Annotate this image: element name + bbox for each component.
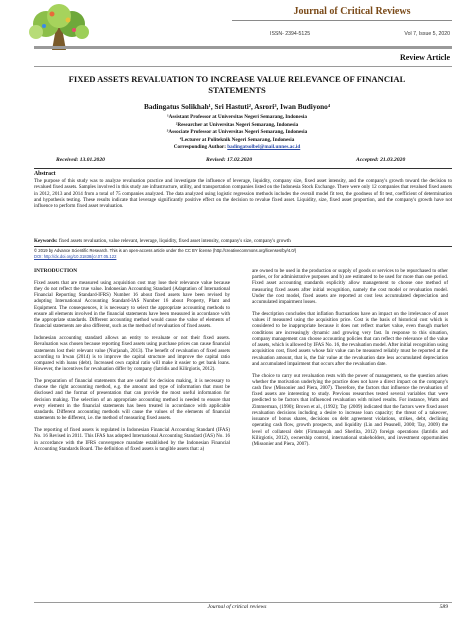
paragraph: The choice to carry out revaluation rests with the power of management, so the question arises whether the motivation underlying the practice does not have a direct impact on the company's cash flow (Missonier and Piera, 2007). Therefore, the factors that influence the revaluation of fixed assets are interesting to study. Previous researches tested several variables that were predicted to be factors that influenced revaluation with mixed results. For instance, Watts and Zimmerman, (1990); Brown et al., (1992); Tay (2009) indicated that the factors were fixed asset revaluation decisions including a desire to increase loan capacity; the threat of a takeover, issuance of bonus shares, decisions on debt agreement violations, strikes, debt, declining operating cash flow, growth prospects, and liquidity (Lin and Peasnell, 2000; Tay, 2009) the level of collateral debt (Firmansyah and Sherlita, 2012) foreign operations (Iatridis and Kilirgiotis, 2012), ownership control, international stakeholders, and investment opportunities (Missonier and Piera, 2007). bbox=[252, 372, 448, 448]
article-dates bbox=[56, 157, 438, 165]
paragraph: Fixed assets that are measured using acquisition cost may lose their relevance value because they do not reflect the true value. Indonesian Accounting Standard (Adaptation of International Financial Reporting Standard-IFRS) Number 16 about fixed assets have been revised by adopting International Accounting Standard-IAS Number 16 about Property, Plant and Equipment. The consequences, it is necessary to select the appropriate accounting methods to ensure all elements involved in the financial statements have been measured in accordance with the appropriate standards. Different accounting method would cause the value of elements of financial statements are also different, such as the method of revaluation of fixed assets. bbox=[34, 279, 230, 330]
copyright-block bbox=[34, 248, 452, 260]
accepted-date: Accepted: 21.03.2020 bbox=[356, 157, 406, 163]
keywords bbox=[34, 238, 452, 244]
footer-rule bbox=[34, 602, 452, 603]
corresponding-label: Corresponding Author: bbox=[173, 144, 226, 151]
body-column-left bbox=[34, 268, 230, 458]
header-divider bbox=[34, 46, 452, 49]
paragraph: The description concludes that inflation fluctuations have an impact on the irrelevance of asset values if measured using the acquisition price. Cost is the basis of historical cost which is considered to be inappropriate because it does not reflect market value, even though market conditions are increasingly dynamic and growing very fast. In response to this situation, company management can choose accounting policies that can reflect the relevance of the value of assets, which is allowed by IFAS No. 16, the revaluation model. After initial recognition using acquisition cost, fixed assets whose fair value can be measured reliably must be reported at the revaluation amount, that is, the fair value at the revaluation date less accumulated depreciation and accumulated impairment that occurs after the revaluation date. bbox=[252, 310, 449, 367]
paragraph: Indonesian accounting standard allows an entity to revaluate or not their fixed assets. Revaluation was chosen because reporting fixed assets using purchase prices can cause financial statements lost their relevant value (Nurjanah, 2013). The benefit of revaluation of fixed assets according to Irwan (2014) is to improve the capital structure and improve the capital ratio compared with loans (debt). Increased own capital ratio will make it easier to get bank loans. However, the incentives for revaluation differ by company (Iatridis and Kilirgiotis, 2012). bbox=[34, 335, 230, 373]
issn: ISSN- 2394-5125 bbox=[270, 31, 311, 37]
header-rule bbox=[232, 20, 452, 21]
page-number: 589 bbox=[439, 604, 448, 610]
paragraph: are owned to be used in the production or supply of goods or services to be repurchased to other parties, or for administrative purposes and b) are estimated to be used for more than one period. Fixed asset accounting standards explicitly allow management to choose one method of measuring fixed assets after initial recognition, namely the cost model or revaluation model. Under the cost model, fixed assets are reported at cost less accumulated depreciation and accumulated impairment losses. bbox=[252, 268, 448, 306]
affiliations bbox=[30, 114, 444, 152]
keywords-list: fixed assets revaluation, value relevant, leverage, liquidity, fixed asset intensity, company's size, company's growth bbox=[58, 238, 291, 244]
article-title: FIXED ASSETS REVALUATION TO INCREASE VALUE RELEVANCE OF FINANCIAL STATEMENTS bbox=[68, 74, 406, 95]
abstract-heading: Abstract bbox=[34, 171, 56, 177]
journal-title: Journal of Critical Reviews bbox=[293, 6, 411, 17]
received-date: Received: 13.01.2020 bbox=[56, 157, 105, 163]
copyright-notice: © 2019 by Advance Scientific Research. This is an open-access article under the CC BY license (http://creativecommons.org/licenses/by/4.0/) bbox=[34, 248, 297, 253]
journal-logo bbox=[16, 4, 102, 52]
affiliation-3: ³Associate Professor at Universitas Negeri Semarang, Indonesia bbox=[166, 129, 308, 136]
title-divider bbox=[34, 66, 452, 67]
corresponding-email-link[interactable]: badingatsolbel@mail.unnes.ac.id bbox=[227, 144, 301, 151]
doi-link[interactable]: DOI: http://dx.doi.org/10.31838/jcr.07.05.122 bbox=[34, 254, 117, 259]
paragraph: The reporting of fixed assets is regulated in Indonesian Financial Accounting Standard (IFAS) No. 16 Revised in 2011. This IFAS has adopted International Accounting Standard (IAS) No. 16 in accordance with the IFRS convergence mandate established by the Indonesian Financial Accounting Standards Board. The definition of fixed assets is tangible assets that: a) bbox=[34, 427, 230, 452]
article-type: Review Article bbox=[400, 53, 450, 62]
footer-journal-name: Journal of critical reviews bbox=[207, 604, 267, 610]
keywords-label: Keywords: bbox=[34, 238, 58, 244]
affiliation-4: ⁴Lecturer at Politeknik Negeri Semarang, Indonesia bbox=[179, 136, 295, 143]
introduction-heading: INTRODUCTION bbox=[34, 268, 78, 274]
body-column-right bbox=[252, 268, 448, 453]
volume-issue: Vol 7, Issue 5, 2020 bbox=[404, 31, 450, 37]
affiliation-1: ¹Assistant Professor at Universitas Negeri Semarang, Indonesia bbox=[167, 114, 307, 120]
author-list: Badingatus Solikhah¹, Sri Hastuti², Asrori³, Iwan Budiyono⁴ bbox=[143, 102, 331, 111]
affiliation-2: ²Researcher at Universitas Negeri Semarang, Indonesia bbox=[175, 121, 299, 128]
abstract-bottom-rule bbox=[34, 246, 452, 247]
revised-date: Revised: 17.02.2020 bbox=[206, 157, 253, 163]
paragraph: The preparation of financial statements that are useful for decision making, it is necessary to choose the right accounting method, e.g. the amount and type of information that must be disclosed and the format of presentation that can provide the most useful information for decision making. The selection of an appropriate accounting method is needed to ensure that every element in the financial statements has been treated in accordance with applicable standards. Different accounting methods will cause the values of the elements of financial statements to be different, i.e. the method of measuring fixed assets. bbox=[34, 378, 230, 422]
corresponding-author bbox=[30, 144, 444, 152]
abstract-text: The purpose of this study was to analyze revaluation practice and investigate the influence of leverage, liquidity, company size, fixed asset intensity, and the company's growth toward the decision to revalued fixed assets. Samples involved in this study are infrastructure, utility, and transportation companies listed on the Indonesia Stock Exchange. There were only 12 companies that revalued fixed assets in 2012, 2013 and 2014 from a total of 75 companies analyzed. The data analyzed using logistic regression methods includes the overall model fit test, the goodness of fit test, coefficient of determination and hypothesis testing. These results indicate that leverage significantly positive effect on the decision to revalue fixed asset. Liquidity, size, fixed asset proportion, and the company's growth have not influence to perform fixed asset revaluation. bbox=[34, 178, 452, 210]
tree-logo-icon bbox=[29, 4, 89, 50]
abstract-top-rule bbox=[34, 168, 452, 169]
